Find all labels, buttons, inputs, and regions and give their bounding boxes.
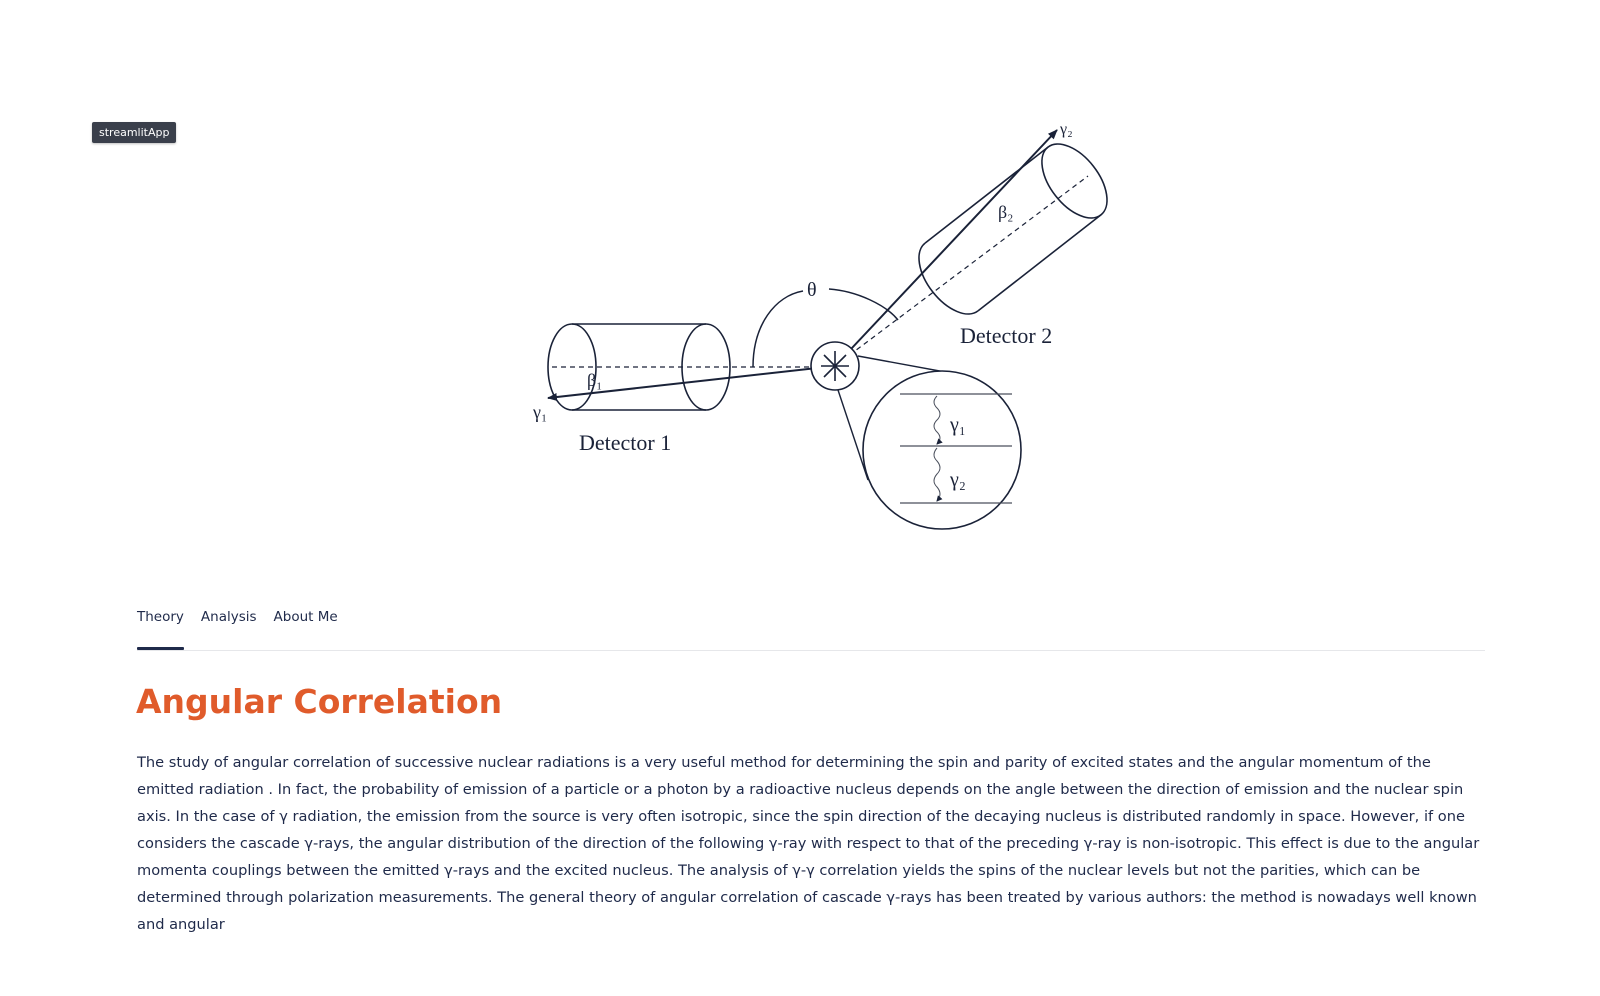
source-icon <box>811 342 859 390</box>
gamma-1-label: γ₁ <box>533 402 548 422</box>
zoom-line-bottom <box>838 390 868 480</box>
beta-1-label: β₁ <box>587 370 603 390</box>
tab-bar <box>137 608 1485 651</box>
angular-correlation-diagram <box>520 118 1100 548</box>
theta-label: θ <box>807 279 817 301</box>
theory-paragraph: The study of angular correlation of successive nuclear radiations is a very useful method for determining the spin and parity of excited states and the angular momentum of the emitted radiation . In fact, the probability of emission of a particle or a photon by a radioactive nucleus depends on the angle between the direction of emission and the nuclear spin axis. In the case of γ radiation, the emission from the source is very often isotropic, since the spin direction of the decaying nucleus is distributed randomly in space. However, if one considers the cascade γ-rays, the angular distribution of the direction of the following γ-ray with respect to that of the preceding γ-ray is non-isotropic. This effect is due to the angular momenta couplings between the emitted γ-rays and the excited nucleus. The analysis of γ-γ correlation yields the spins of the nuclear levels but not the parities, which can be determined through polarization measurements. The general theory of angular correlation of cascade γ-rays has been treated by various authors: the method is nowadays well known and angular <box>137 754 1480 933</box>
theta-arc-left <box>753 291 803 367</box>
app-name-badge: streamlitApp <box>92 122 176 143</box>
theta-arc-right <box>829 289 898 320</box>
level-gamma-1-label: γ₁ <box>950 414 966 436</box>
beta-2-label: β₂ <box>998 202 1014 222</box>
gamma-2-label: γ₂ <box>1060 121 1073 138</box>
tab-about-me[interactable]: About Me <box>273 609 338 625</box>
tab-theory[interactable]: Theory <box>137 608 184 647</box>
level-scheme-inset <box>863 371 1021 529</box>
detector-2-label: Detector 2 <box>960 323 1053 348</box>
section-title: Angular Correlation <box>136 682 503 721</box>
level-gamma-2-label: γ₂ <box>950 469 966 491</box>
tab-analysis[interactable]: Analysis <box>200 609 257 625</box>
detector-1-label: Detector 1 <box>579 430 672 455</box>
detector-1-shape <box>548 324 730 410</box>
detector-2-shape <box>906 132 1120 325</box>
